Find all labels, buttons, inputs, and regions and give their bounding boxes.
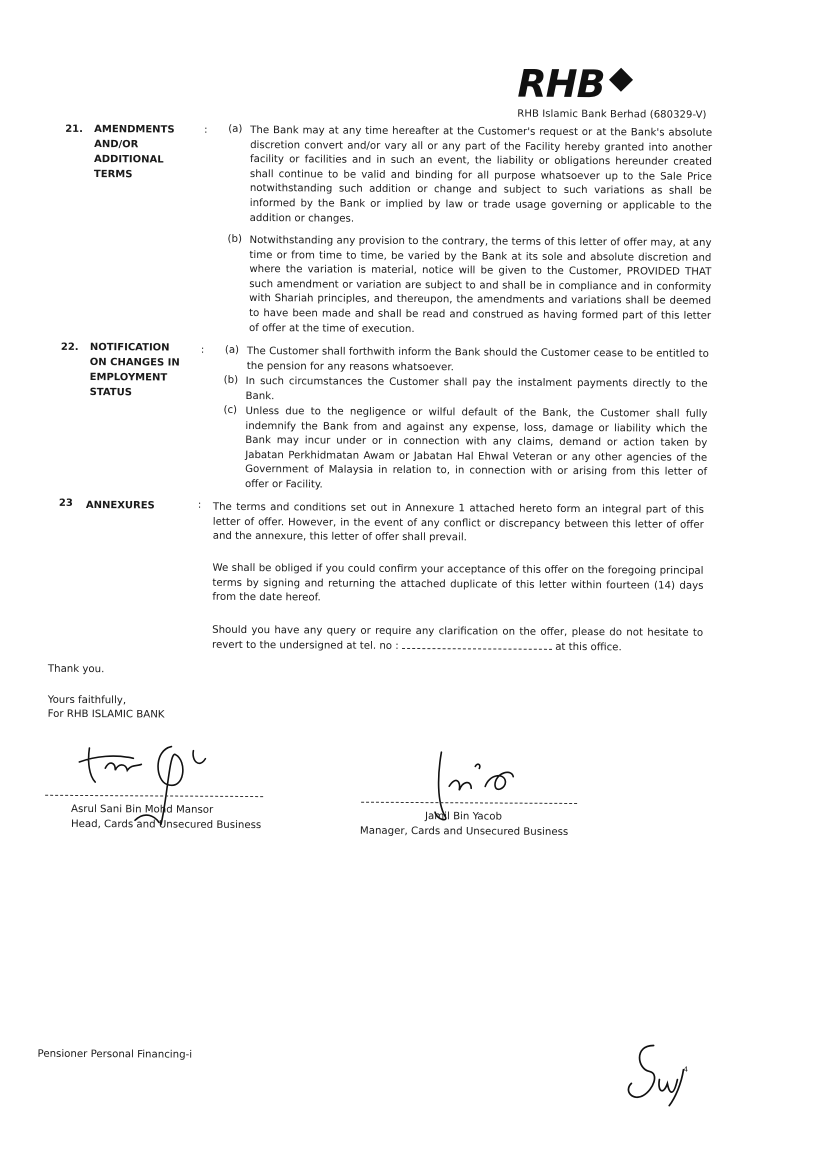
query-paragraph <box>212 624 703 656</box>
clause-21-heading: AMENDMENTS AND/OR ADDITIONAL TERMS <box>93 124 175 181</box>
footer-product: Pensioner Personal Financing-i <box>37 1048 193 1061</box>
clause-22-number: 22. <box>60 341 79 353</box>
query-text-end: at this office. <box>555 641 622 653</box>
query-text: Should you have any query or require any clarification on the offer, please do not hesitate to revert to the undersigned at tel. no : <box>212 624 704 652</box>
clause-21-b-label: (b) <box>227 233 242 245</box>
initials-image <box>613 1039 693 1109</box>
clause-22-c-text: Unless due to the negligence or wilful default of the Bank, the Customer shall fully indemnify the Bank from and against any expense, loss, damage or liability which the Bank may incur under or in connection with any claims, demand or action taken by Jabatan Perkhidmatan Awam or Jabatan Hal Ehwal Veteran or any other agencies of the Government of Malaysia in relation to, in connection with or arising from this letter of offer or Facility. <box>245 405 708 491</box>
clause-21-colon: : <box>204 124 208 136</box>
clause-22-colon: : <box>200 344 205 356</box>
clause-21-number: 21. <box>65 123 83 135</box>
clause-21-a-text: The Bank may at any time hereafter at the Customer's request or at the Bank's absolute discretion convert and/or vary all or any part of the Facility hereby granted into another facility or facilities and in such an event, the liability or obligations hereunder created shall continue to be valid and binding for all purpose whatsoever up to the Sale Price notwithstanding such addition or change and subject to such variations as shall be informed by the Bank or implied by law or trade usage governing or applicable to the addition or changes. <box>249 125 713 225</box>
yours-faithfully: Yours faithfully, <box>47 694 127 707</box>
clause-21-b-text: Notwithstanding any provision to the contrary, the terms of this letter of offer may, at any time or from time to time, be varied by the Bank at its sole and absolute discretion and where the variation is material, notice will be given to the Customer, PROVIDED THAT such amendment or variation are subject to and shall be in compliance and in conformity with Shariah principles, and thereupon, the amendments and variations shall be deemed to have been made and shall be read and construed as having formed part of this letter of offer at the time of execution. <box>248 235 712 335</box>
clause-21-a-label: (a) <box>228 123 243 135</box>
signatory-2-title: Manager, Cards and Unsecured Business <box>359 825 569 838</box>
clause-23-text: The terms and conditions set out in Annexure 1 attached hereto form an integral part of this letter of offer. However, in the event of any conflict or discrepancy between this letter of offer and the annexure, this letter of offer shall prevail. <box>212 501 704 544</box>
diamond-icon <box>609 68 633 92</box>
signatory-2-name: Jamil Bin Yacob <box>424 811 502 823</box>
logo-wordmark: RHB <box>517 61 605 107</box>
signatory-1-name: Asrul Sani Bin Mohd Mansor <box>71 803 214 816</box>
for-bank: For RHB ISLAMIC BANK <box>47 708 165 721</box>
clause-22-c-label: (c) <box>223 404 238 416</box>
clause-22-a-text: The Customer shall forthwith inform the Bank should the Customer cease to be entitled to the pension for any reasons whatsoever. <box>246 345 709 373</box>
clause-22-b-text: In such circumstances the Customer shall pay the instalment payments directly to the Bank. <box>245 375 708 402</box>
clause-22-a-label: (a) <box>224 344 240 356</box>
clause-23-colon: : <box>197 499 202 511</box>
clause-23-number: 23 <box>58 497 73 509</box>
clause-22-heading: NOTIFICATION ON CHANGES IN EMPLOYMENT STATUS <box>89 342 180 399</box>
signatory-1-title: Head, Cards and Unsecured Business <box>70 818 262 832</box>
rhb-logo <box>517 61 629 107</box>
clause-23-heading: ANNEXURES <box>85 500 155 512</box>
bank-name: RHB Islamic Bank Berhad (680329-V) <box>517 108 707 121</box>
thanks-text: Thank you. <box>47 663 105 676</box>
confirm-paragraph: We shall be obliged if you could confirm your acceptance of this offer on the foregoing principal terms by signing and returning the attached duplicate of this letter within fourteen (14) days from the date hereof. <box>212 562 704 604</box>
clause-22-b-label: (b) <box>223 374 239 386</box>
page-number: 4 <box>683 1065 688 1074</box>
tel-blank-field[interactable] <box>402 640 552 650</box>
